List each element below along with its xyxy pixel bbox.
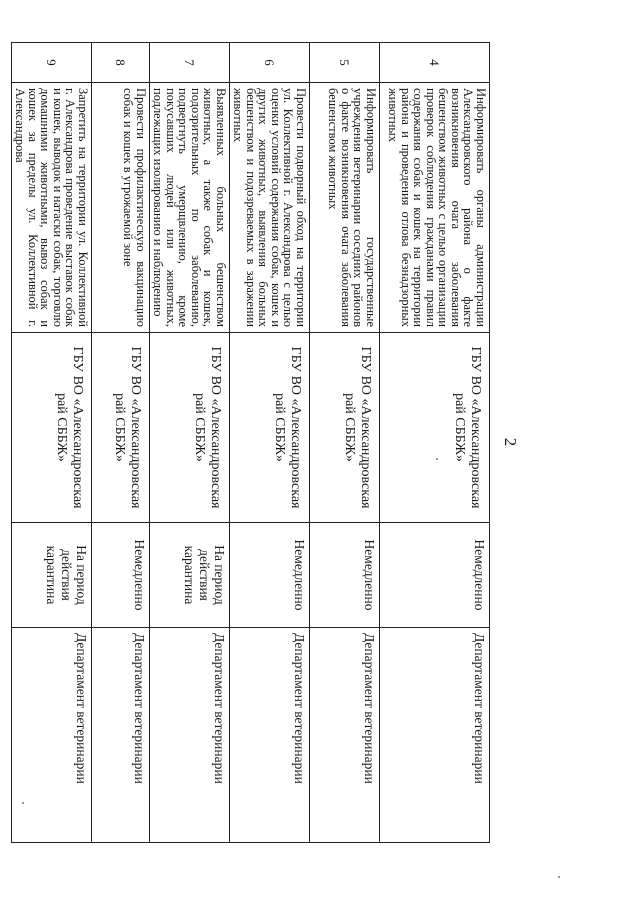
table-row	[310, 43, 380, 843]
organization-cell: ГБУ ВО «Александровская рай СББЖ»	[380, 333, 490, 523]
table-row	[230, 43, 310, 843]
term-cell: Немедленно	[380, 523, 490, 628]
row-number: 7	[150, 43, 230, 83]
table-row	[380, 43, 490, 843]
row-number: 4	[380, 43, 490, 83]
scan-speck	[558, 876, 560, 878]
row-number: 8	[92, 43, 150, 83]
action-cell: Информировать государственные учреждения ветеринарии соседних районов о факте возникновения очага заболевания бешенством животных	[310, 83, 380, 333]
responsible-cell: Департамент ветеринарии	[230, 628, 310, 843]
table-row	[92, 43, 150, 843]
action-cell: Запретить на территории ул. Коллективной г. Александрова проведение выставок собак и кошек, выводок и натаски собак, торговлю домашними животными, вывоз собак и кошек за пределы ул. Коллективной г. Александрова	[12, 83, 92, 333]
table-row	[12, 43, 92, 843]
row-number: 6	[230, 43, 310, 83]
action-cell: Провести профилактическую вакцинацию собак и кошек в угрожаемой зоне	[92, 83, 150, 333]
page-number: 2	[501, 437, 520, 447]
term-cell: На период действия карантина	[12, 523, 92, 628]
action-cell: Информировать органы администрации Александровского района о факте возникновения очага заболевания бешенством животных с целью организации проверок соблюдения гражданами правил содержания собак и кошек на территории района и проведения отлова безнадзорных животных	[380, 83, 490, 333]
organization-cell: ГБУ ВО «Александровская рай СББЖ»	[310, 333, 380, 523]
action-cell: Провести подворный обход на территории ул. Коллективной г. Александрова с целью оценки условий содержания собак, кошек и других животных, выявления больных бешенством и подозреваемых в заражении животных	[230, 83, 310, 333]
organization-cell: ГБУ ВО «Александровская рай СББЖ»	[150, 333, 230, 523]
responsible-cell: Департамент ветеринарии	[310, 628, 380, 843]
term-cell: Немедленно	[92, 523, 150, 628]
organization-cell: ГБУ ВО «Александровская рай СББЖ»	[92, 333, 150, 523]
row-number: 9	[12, 43, 92, 83]
measures-table	[11, 42, 490, 843]
responsible-cell: Департамент ветеринарии	[380, 628, 490, 843]
organization-cell: ГБУ ВО «Александровская рай СББЖ»	[12, 333, 92, 523]
table-row	[150, 43, 230, 843]
responsible-cell: Департамент ветеринарии	[150, 628, 230, 843]
term-cell: На период действия карантина	[150, 523, 230, 628]
responsible-cell: Департамент ветеринарии	[92, 628, 150, 843]
scan-speck	[436, 458, 438, 460]
row-number: 5	[310, 43, 380, 83]
term-cell: Немедленно	[310, 523, 380, 628]
action-cell: Выявленных больных бешенством животных, а также собак и кошек, подозрительных по заболеванию, подвергнуть умерщвлению, кроме покусавших людей или животных, подлежащих изолированию и наблюдению	[150, 83, 230, 333]
rotated-content	[13, 42, 530, 842]
organization-cell: ГБУ ВО «Александровская рай СББЖ»	[230, 333, 310, 523]
term-cell: Немедленно	[230, 523, 310, 628]
responsible-cell: Департамент ветеринарии	[12, 628, 92, 843]
scan-speck	[22, 802, 24, 804]
